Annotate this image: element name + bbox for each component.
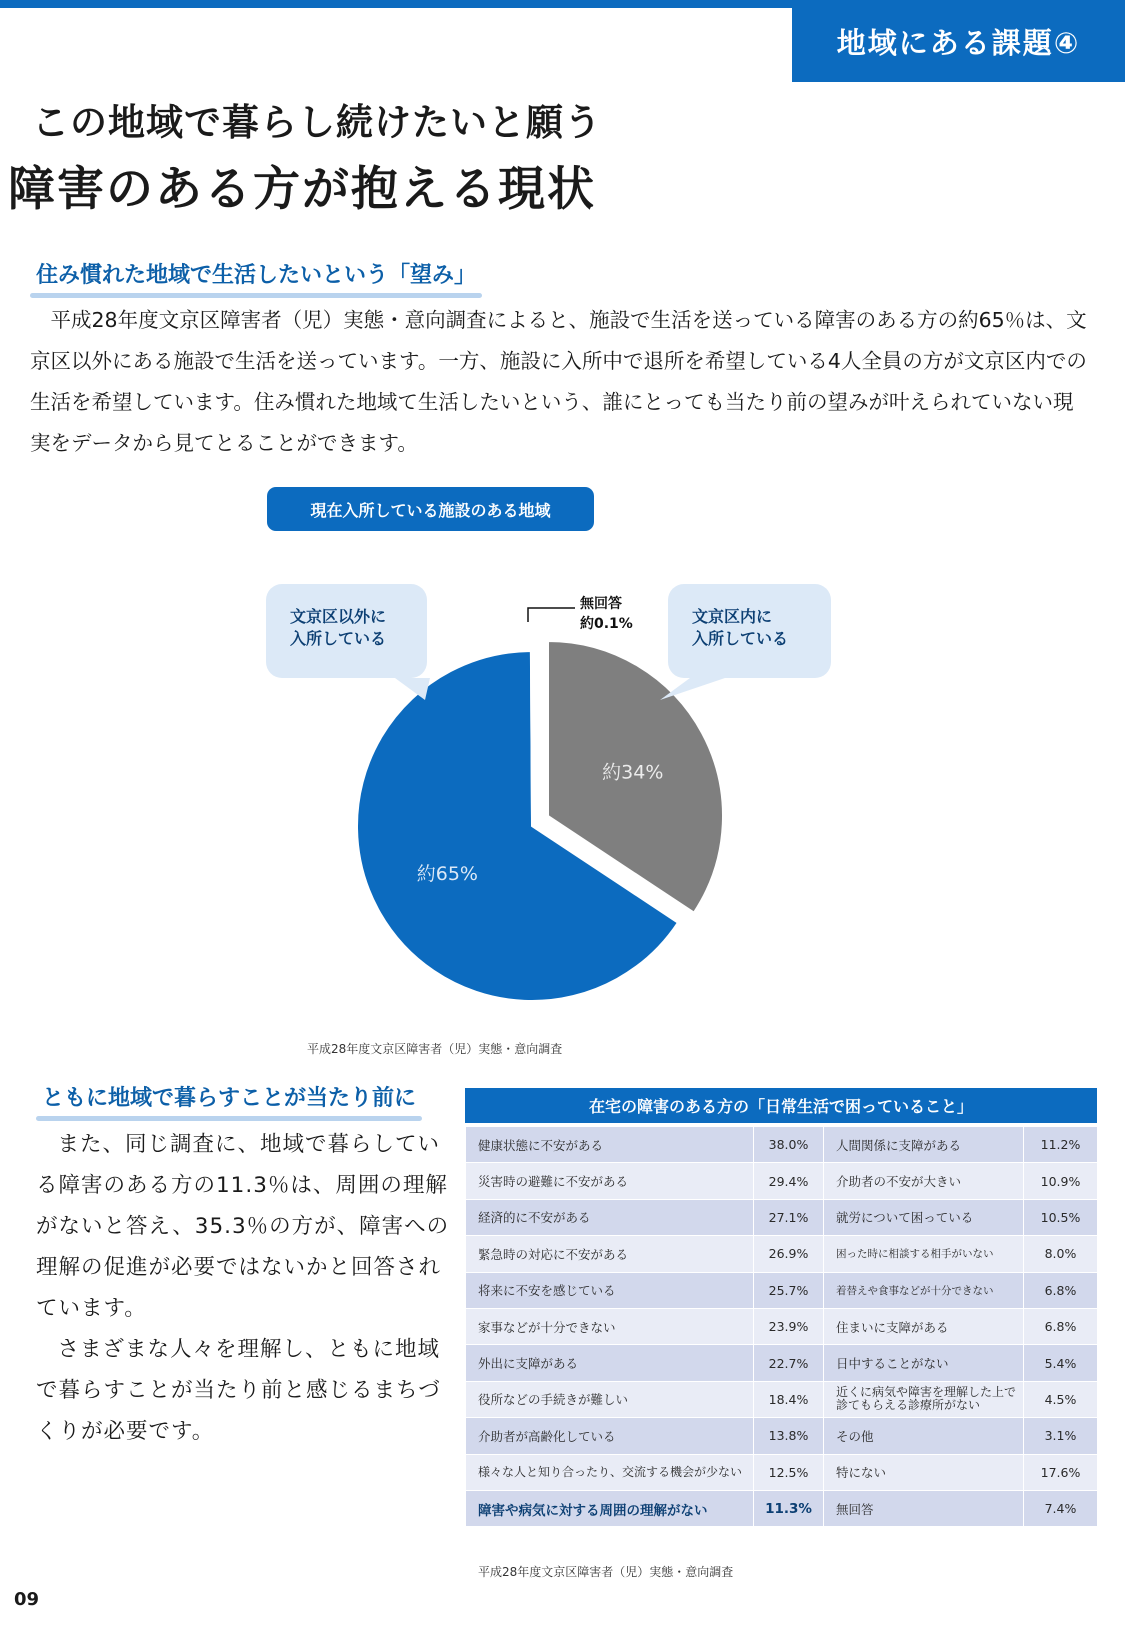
table-row — [466, 1381, 1098, 1417]
together-paragraph — [36, 1124, 456, 1452]
section-heading-wish — [36, 258, 476, 289]
table-source: 平成28年度文京区障害者（児）実態・意向調査 — [478, 1565, 734, 1579]
callout-no-answer-value: 約0.1% — [580, 616, 633, 632]
table-row-highlight — [466, 1490, 1098, 1526]
row-right-label: 着替えや食事などが十分できない — [824, 1272, 1024, 1308]
trouble-table — [465, 1126, 1098, 1527]
table-row — [466, 1454, 1098, 1490]
page-number: 09 — [14, 1589, 40, 1610]
chart-source: 平成28年度文京区障害者（児）実態・意向調査 — [307, 1042, 563, 1056]
row-right-label: 近くに病気や障害を理解した上で診てもらえる診療所がない — [824, 1381, 1024, 1417]
row-right-pct: 10.9% — [1024, 1163, 1098, 1199]
row-left-label: 健康状態に不安がある — [466, 1127, 754, 1163]
callout-inside-line2: 入所している — [692, 629, 789, 648]
row-left-label: 役所などの手続きが難しい — [466, 1381, 754, 1417]
row-left-label: 障害や病気に対する周囲の理解がない — [466, 1490, 754, 1526]
section-heading-together — [42, 1081, 416, 1112]
intro-paragraph-text: 平成28年度文京区障害者（児）実態・意向調査によると、施設で生活を送っている障害のある方の約65％は、文京区以外にある施設で生活を送っています。一方、施設に入所中で退所を希望している4人全員の方が文京区内での生活を希望しています。住み慣れた地域て生活したいという、誰にとっても当たり前の望みが叶えられていない現実をデータから見てとることができます。 — [30, 308, 1087, 455]
row-left-pct: 18.4% — [754, 1381, 824, 1417]
no-answer-leader-line — [528, 608, 575, 622]
table-row — [466, 1236, 1098, 1272]
callout-outside-line2: 入所している — [290, 629, 387, 648]
row-left-label: 緊急時の対応に不安がある — [466, 1236, 754, 1272]
table-row — [466, 1308, 1098, 1344]
together-paragraph-1: また、同じ調査に、地域で暮らしている障害のある方の11.3％は、周囲の理解がないと答え、35.3％の方が、障害への理解の促進が必要ではないかと回答されています。 — [36, 1132, 450, 1321]
row-right-pct: 11.2% — [1024, 1127, 1098, 1163]
row-right-pct: 6.8% — [1024, 1308, 1098, 1344]
row-right-label: 日中することがない — [824, 1345, 1024, 1381]
table-row — [466, 1418, 1098, 1454]
row-left-pct: 27.1% — [754, 1199, 824, 1235]
table-row — [466, 1163, 1098, 1199]
callout-outside-line1: 文京区以外に — [290, 607, 387, 626]
row-right-label: 困った時に相談する相手がいない — [824, 1236, 1024, 1272]
row-right-label: 介助者の不安が大きい — [824, 1163, 1024, 1199]
row-left-label: 経済的に不安がある — [466, 1199, 754, 1235]
callout-no-answer-title: 無回答 — [580, 596, 622, 612]
section-heading-together-text: ともに地域で暮らすことが当たり前に — [42, 1086, 417, 1111]
row-right-pct: 8.0% — [1024, 1236, 1098, 1272]
table-row — [466, 1127, 1098, 1163]
row-left-pct: 26.9% — [754, 1236, 824, 1272]
table-row — [466, 1272, 1098, 1308]
row-right-pct: 17.6% — [1024, 1454, 1098, 1490]
row-right-pct: 3.1% — [1024, 1418, 1098, 1454]
row-left-label: 介助者が高齢化している — [466, 1418, 754, 1454]
heading-underline — [30, 293, 482, 298]
section-heading-wish-text: 住み慣れた地域で生活したいという「望み」 — [36, 263, 477, 288]
pie-label-inside: 約34% — [602, 761, 664, 784]
row-left-label: 様々な人と知り合ったり、交流する機会が少ない — [466, 1454, 754, 1490]
row-right-pct: 10.5% — [1024, 1199, 1098, 1235]
row-left-pct: 25.7% — [754, 1272, 824, 1308]
row-left-pct: 11.3% — [754, 1490, 824, 1526]
page-title-line1: この地域で暮らし続けたいと願う — [32, 101, 602, 144]
row-right-pct: 6.8% — [1024, 1272, 1098, 1308]
row-right-label: 住まいに支障がある — [824, 1308, 1024, 1344]
topic-badge: 地域にある課題④ — [792, 0, 1125, 82]
row-right-pct: 5.4% — [1024, 1345, 1098, 1381]
intro-paragraph — [30, 300, 1092, 464]
row-left-pct: 23.9% — [754, 1308, 824, 1344]
callout-no-answer — [580, 594, 633, 634]
row-right-label: 特にない — [824, 1454, 1024, 1490]
chart-title: 現在入所している施設のある地域 — [267, 487, 594, 531]
row-right-pct: 4.5% — [1024, 1381, 1098, 1417]
row-right-label: その他 — [824, 1418, 1024, 1454]
trouble-table-title: 在宅の障害のある方の「日常生活で困っていること」 — [465, 1088, 1097, 1123]
row-right-label: 就労について困っている — [824, 1199, 1024, 1235]
callout-outside-bunkyo — [266, 584, 427, 678]
row-left-pct: 13.8% — [754, 1418, 824, 1454]
row-left-label: 家事などが十分できない — [466, 1308, 754, 1344]
row-right-label: 無回答 — [824, 1490, 1024, 1526]
table-row — [466, 1199, 1098, 1235]
row-left-pct: 22.7% — [754, 1345, 824, 1381]
pie-slice-no-answer — [531, 643, 532, 818]
row-left-pct: 29.4% — [754, 1163, 824, 1199]
row-left-pct: 12.5% — [754, 1454, 824, 1490]
pie-label-outside: 約65% — [416, 862, 478, 885]
row-left-pct: 38.0% — [754, 1127, 824, 1163]
page-title-line2: 障害のある方が抱える現状 — [8, 162, 596, 217]
row-left-label: 外出に支障がある — [466, 1345, 754, 1381]
row-right-label: 人間関係に支障がある — [824, 1127, 1024, 1163]
table-row — [466, 1345, 1098, 1381]
heading-underline — [36, 1116, 422, 1121]
row-left-label: 災害時の避難に不安がある — [466, 1163, 754, 1199]
callout-inside-bunkyo — [668, 584, 831, 678]
facility-region-pie-chart — [0, 560, 1125, 1020]
row-right-pct: 7.4% — [1024, 1490, 1098, 1526]
row-left-label: 将来に不安を感じている — [466, 1272, 754, 1308]
together-paragraph-2: さまざまな人々を理解し、ともに地域で暮らすことが当たり前と感じるまちづくりが必要です。 — [36, 1337, 441, 1444]
callout-inside-line1: 文京区内に — [692, 607, 773, 626]
